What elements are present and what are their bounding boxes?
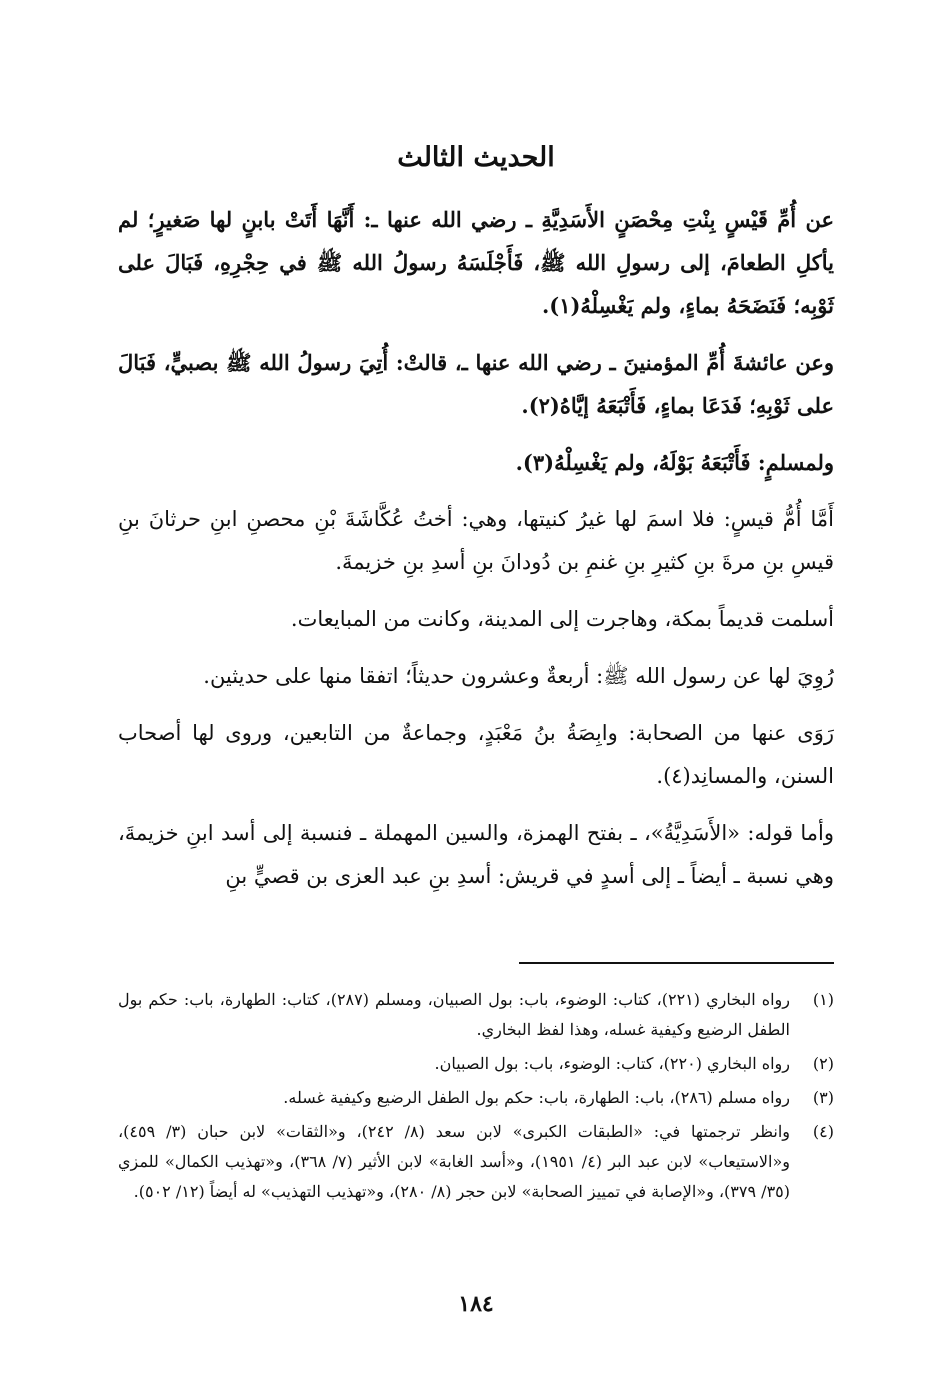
footnote-number: (١) bbox=[812, 990, 834, 1009]
footnote-text: رواه البخاري (٢٢٠)، كتاب: الوضوء، باب: بول الصبيان. bbox=[434, 1054, 790, 1073]
footnote-number: (٣) bbox=[812, 1088, 834, 1107]
paragraph-commentary-3: رُوِيَ لها عن رسول الله ﷺ: أربعةٌ وعشرون حديثاً؛ اتفقا منها على حديثين. bbox=[203, 664, 834, 688]
footnote-4 bbox=[118, 1117, 834, 1207]
page-number: ١٨٤ bbox=[458, 1291, 494, 1317]
paragraph-hadith-1: عن أُمِّ قَيْسٍ بِنْتِ مِحْصَنٍ الأَسَدِيَّةِ ـ رضي الله عنها ـ: أَنَّهَا أَتَتْ بابنٍ لها صَغيرٍ؛ لم يأكلِ الطعامَ، إلى رسولِ الله ﷺ، فَأَجْلَسَهُ رسولُ الله ﷺ في حِجْرِهِ، فَبَالَ على ثَوْبِه؛ فَنَضَحَهُ بماءٍ، ولم يَغْسِلْهُ(١). bbox=[118, 207, 834, 318]
footnote-text: رواه البخاري (٢٢١)، كتاب: الوضوء، باب: بول الصبيان، ومسلم (٢٨٧)، كتاب: الطهارة، باب: حكم بول الطفل الرضيع وكيفية غسله، وهذا لفظ البخاري. bbox=[118, 990, 791, 1039]
footnote-3 bbox=[118, 1083, 834, 1113]
footnote-2 bbox=[118, 1049, 834, 1079]
paragraph-commentary-5: وأما قوله: «الأَسَدِيَّةُ»، ـ بفتح الهمزة، والسين المهملة ـ فنسبة إلى أسد ابنِ خزيمةَ، وهي نسبة ـ أيضاً ـ إلى أسدٍ في قريش: أسدِ بنِ عبد العزى بن قصيٍّ بنِ bbox=[118, 821, 834, 888]
footnote-number: (٤) bbox=[812, 1122, 834, 1141]
footnote-1 bbox=[118, 985, 834, 1045]
page-title: الحديث الثالث bbox=[397, 142, 555, 173]
footnote-text: وانظر ترجمتها في: «الطبقات الكبرى» لابن سعد (٨/ ٢٤٢)، و«الثقات» لابن حبان (٣/ ٤٥٩)، و«الاستيعاب» لابن عبد البر (٤/ ١٩٥١)، و«أسد الغابة» لابن الأثير (٧/ ٣٦٨)، و«تهذيب الكمال» للمزي (٣٥/ ٣٧٩)، و«الإصابة في تمييز الصحابة» لابن حجر (٨/ ٢٨٠)، و«تهذيب التهذيب» له أيضاً (١٢/ ٥٠٢). bbox=[118, 1122, 791, 1201]
footnote-number: (٢) bbox=[812, 1054, 834, 1073]
footnotes bbox=[118, 985, 834, 1211]
paragraph-hadith-3: ولمسلمٍ: فَأَتْبَعَهُ بَوْلَهُ، ولم يَغْسِلْهُ(٣). bbox=[515, 450, 834, 475]
footnote-text: رواه مسلم (٢٨٦)، باب: الطهارة، باب: حكم بول الطفل الرضيع وكيفية غسله. bbox=[283, 1088, 790, 1107]
paragraph-commentary-2: أسلمت قديماً بمكة، وهاجرت إلى المدينة، وكانت من المبايعات. bbox=[290, 607, 834, 631]
footnote-separator bbox=[519, 962, 834, 964]
paragraph-hadith-2: وعن عائشةَ أُمِّ المؤمنينَ ـ رضي الله عنها ـ، قالتْ: أُتِيَ رسولُ الله ﷺ بصبيٍّ، فَبَالَ على ثَوْبِهِ؛ فَدَعَا بماءٍ، فَأَتْبَعَهُ إيَّاهُ(٢). bbox=[118, 350, 834, 418]
main-text bbox=[118, 198, 834, 912]
paragraph-commentary-1: أَمَّا أُمُّ قيسٍ: فلا اسمَ لها غيرُ كنيتها، وهي: أختُ عُكَّاشَةَ بْنِ محصنِ ابنِ حرثانَ بنِ قيسِ بنِ مرةَ بنِ كثيرِ بنِ غنمِ بن دُودانَ بنِ أسدِ بنِ خزيمةَ. bbox=[118, 507, 834, 574]
paragraph-commentary-4: رَوَى عنها من الصحابة: وابِصَةُ بنُ مَعْبَدٍ، وجماعةٌ من التابعين، وروى لها أصحاب السنن، والمسانِد(٤). bbox=[118, 721, 834, 788]
